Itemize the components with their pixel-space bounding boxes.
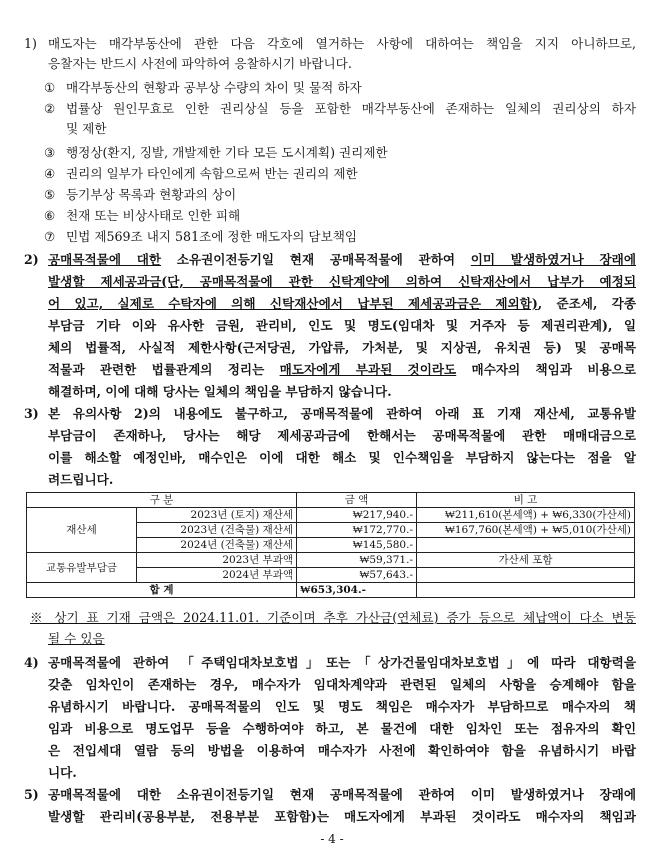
row-item: 2024년 부과액	[137, 568, 297, 583]
row-amount: ₩145,580.-	[297, 538, 417, 553]
item2-line-3-b: , 준조세, 각종	[537, 296, 636, 311]
table-row	[27, 553, 635, 568]
item2-line-1-c: 이미 발생하였거나 장래에	[470, 252, 636, 267]
item2-line-3-a: 어 있고, 실제로 수탁자에 의해 신탁재산에서 납부된 제세공과금은 제외함)	[48, 296, 538, 311]
item4-line-5: 은 전입세대 열람 등의 방법을 이용하여 매수자가 사전에 확인하여야 함을 유념하시기 바랍	[48, 743, 636, 758]
row-note	[417, 568, 635, 583]
subitem-5-mark: ⑤	[44, 187, 56, 202]
item2-line-6-c: 매수자의 책임과 비용으로	[456, 362, 636, 377]
subitem-6-mark: ⑥	[44, 208, 56, 223]
subitem-3-mark: ③	[44, 145, 56, 160]
subitem-5-text: 등기부상 목록과 현황과의 상이	[66, 187, 237, 202]
item2-line-6-a: 적물과 관련한 법률관계의 정리는	[48, 362, 280, 377]
row-item: 2023년 (토지) 재산세	[137, 508, 297, 523]
item2-line-4: 부담금 기타 이와 유사한 금원, 관리비, 인도 및 명도(임대차 및 거주자 등 제권리관계), 일	[48, 318, 636, 333]
header-amount: 금 액	[297, 493, 417, 508]
item4-line-1: 공매목적물에 관하여 「주택임대차보호법」또는「상가건물임대차보호법」에 따라 대항력을	[48, 655, 636, 670]
total-amount: ₩653,304.-	[297, 583, 417, 598]
item3-line-4: 려드립니다.	[48, 472, 114, 487]
table-header-row	[27, 493, 635, 508]
item4-line-3: 유념하시기 바랍니다. 공매목적물의 인도 및 명도 책임은 매수자가 부담하므로 매수자의 책	[48, 699, 636, 714]
subitem-3-text: 행정상(환지, 징발, 개발제한 기타 모든 도시계획) 권리제한	[66, 145, 388, 160]
subitem-7-mark: ⑦	[44, 229, 56, 244]
subitem-2-mark: ②	[44, 101, 56, 116]
item1-line-2: 응찰자는 반드시 사전에 파악하여 응찰하시기 바랍니다.	[48, 56, 352, 71]
item2-line-5: 체의 법률적, 사실적 제한사항(근저당권, 가압류, 가처분, 및 지상권, 유치권 등) 및 공매목	[48, 340, 636, 355]
subitem-2-text: 법률상 원인무효로 인한 권리상실 등을 포함한 매각부동산에 존재하는 일체의 권리상의 하자	[66, 101, 636, 116]
group-traffic-charge: 교통유발부담금	[27, 553, 137, 583]
tax-fee-table	[26, 492, 635, 598]
note-line-2: 될 수 있음	[48, 631, 105, 646]
subitem-7-text: 민법 제569조 내지 581조에 정한 매도자의 담보책임	[66, 229, 358, 244]
row-note: ₩211,610(본세액) + ₩6,330(가산세)	[417, 508, 635, 523]
item4-line-4: 임과 비용으로 명도업무 등을 수행하여야 하고, 본 물건에 대한 임차인 또는 점유자의 확인	[48, 721, 636, 736]
item2-line-1	[48, 252, 636, 269]
item4-line-6: 니다.	[48, 765, 77, 780]
item3-line-2: 부담금이 존재하나, 당사는 해당 제세공과금에 한해서는 공매목적물에 관한 매매대금으로	[48, 428, 636, 443]
table-row	[27, 508, 635, 523]
item2-number: 2)	[24, 252, 39, 267]
item5-line-2: 발생할 관리비(공용부분, 전용부분 포함함)는 매도자에게 부과된 것이라도 매수자의 책임과	[48, 809, 636, 824]
group-property-tax: 재산세	[27, 508, 137, 553]
row-amount: ₩59,371.-	[297, 553, 417, 568]
row-note: 가산세 포함	[417, 553, 635, 568]
item5-number: 5)	[24, 787, 39, 802]
row-amount: ₩217,940.-	[297, 508, 417, 523]
page-number: - 4 -	[320, 832, 344, 846]
row-item: 2023년 (건축물) 재산세	[137, 523, 297, 538]
row-amount: ₩57,643.-	[297, 568, 417, 583]
total-note	[417, 583, 635, 598]
subitem-4-mark: ④	[44, 166, 56, 181]
item2-line-6	[48, 362, 636, 379]
row-note: ₩167,760(본세액) + ₩5,010(가산세)	[417, 523, 635, 538]
item4-number: 4)	[24, 655, 39, 670]
item3-line-1: 본 유의사항 2)의 내용에도 불구하고, 공매목적물에 관하여 아래 표 기재 재산세, 교통유발	[48, 406, 636, 421]
total-label: 합 계	[27, 583, 297, 598]
subitem-1-text: 매각부동산의 현황과 공부상 수량의 차이 및 물적 하자	[66, 80, 362, 95]
subitem-6-text: 천재 또는 비상사태로 인한 피해	[66, 208, 241, 223]
subitem-2-cont: 및 제한	[66, 121, 107, 136]
item2-line-1-a: 공매목적물에 대한	[48, 252, 162, 267]
item2-line-1-b: 소유권이전등기일 현재 공매목적물에 관하여	[161, 252, 471, 267]
item4-line-2: 갖춘 임차인이 존재하는 경우, 매수자가 임대차계약과 관련된 일체의 사항을 승계해야 함을	[48, 677, 636, 692]
row-item: 2023년 부과액	[137, 553, 297, 568]
header-category: 구 분	[27, 493, 297, 508]
item5-line-1: 공매목적물에 대한 소유권이전등기일 현재 공매목적물에 관하여 이미 발생하였거나 장래에	[48, 787, 636, 802]
item1-number: 1)	[24, 36, 37, 51]
row-item: 2024년 (건축물) 재산세	[137, 538, 297, 553]
note-line-1: ※ 상기 표 기재 금액은 2024.11.01. 기준이며 추후 가산금(연체료) 증가 등으로 체납액이 다소 변동	[30, 610, 636, 625]
item3-line-3: 이를 해소할 예정인바, 매수인은 이에 대한 해소 및 인수책임을 부담하지 않는다는 점을 알	[48, 450, 636, 465]
item2-line-7: 해결하며, 이에 대해 당사는 일체의 책임을 부담하지 않습니다.	[48, 384, 392, 399]
table-total-row	[27, 583, 635, 598]
header-note: 비 고	[417, 493, 635, 508]
row-amount: ₩172,770.-	[297, 523, 417, 538]
item2-line-3	[48, 296, 636, 313]
row-note	[417, 538, 635, 553]
item2-line-6-b: 매도자에게 부과된 것이라도	[279, 362, 457, 377]
item3-number: 3)	[24, 406, 39, 421]
subitem-1-mark: ①	[44, 80, 56, 95]
item2-line-2: 발생할 제세공과금(단, 공매목적물에 관한 신탁계약에 의하여 신탁재산에서 납부가 예정되	[48, 274, 636, 289]
item1-line-1: 매도자는 매각부동산에 관한 다음 각호에 열거하는 사항에 대하여는 책임을 지지 아니하므로,	[48, 36, 636, 51]
subitem-4-text: 권리의 일부가 타인에게 속함으로써 반는 권리의 제한	[66, 166, 358, 181]
